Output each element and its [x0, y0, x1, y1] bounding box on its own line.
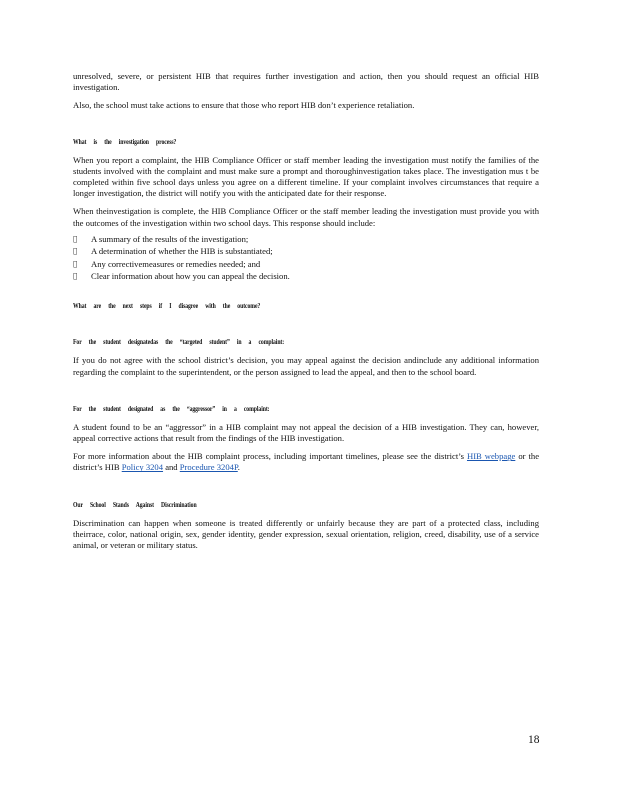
disagree-heading: What are the next steps if I disagree with the outcome? [73, 302, 261, 311]
more-info-paragraph: For more information about the HIB complaint process, including important timelines, please see the district’s HIB webpage or the district’s HIB Policy 3204 and Procedure 3204P. [73, 451, 540, 473]
list-item: A determination of whether the HIB is substantiated; [73, 245, 539, 257]
list-item: A summary of the results of the investigation; [73, 233, 539, 245]
bullet-icon [73, 233, 91, 245]
targeted-student-paragraph: If you do not agree with the school district’s decision, you may appeal against the decision andinclude any additional information regarding the complaint to the superintendent, or the person assigned to lead the appeal, and then to the school board. [73, 355, 539, 377]
aggressor-paragraph: A student found to be an “aggressor” in a HIB complaint may not appeal the decision of a HIB investigation. They can, however, appeal corrective actions that result from the findings of the HIB investigation. [73, 421, 539, 444]
intro-paragraph: unresolved, severe, or persistent HIB that requires further investigation and action, then you should request an official HIB investigation. [73, 71, 539, 93]
investigation-paragraph-2: When theinvestigation is complete, the HIB Compliance Officer or the staff member leading the investigation must provide you with the outcomes of the investigation within two school days. This response should include: [73, 206, 539, 228]
page-content [73, 71, 539, 551]
aggressor-heading: For the student designated as the “aggressor” in a complaint: [73, 404, 270, 413]
bullet-icon [73, 245, 91, 257]
discrimination-paragraph: Discrimination can happen when someone is treated differently or unfairly because they are part of a protected class, including theirrace, color, national origin, sex, gender identity, gender expression, sexual orientation, religion, creed, disability, use of a service animal, or veteran or military status. [73, 517, 539, 551]
procedure-3204p-link[interactable]: Procedure 3204P [179, 462, 238, 473]
investigation-heading: What is the investigation process? [73, 137, 177, 146]
hib-webpage-link[interactable]: HIB webpage [466, 451, 516, 462]
discrimination-heading: Our School Stands Against Discrimination [73, 500, 197, 509]
list-item: Clear information about how you can appeal the decision. [73, 270, 539, 282]
bullet-icon [73, 270, 91, 282]
bullet-icon [73, 258, 91, 270]
list-item: Any correctivemeasures or remedies needed; and [73, 258, 539, 270]
retaliation-paragraph: Also, the school must take actions to ensure that those who report HIB don’t experience retaliation. [73, 100, 415, 111]
investigation-paragraph-1: When you report a complaint, the HIB Compliance Officer or staff member leading the investigation must notify the families of the students involved with the complaint and must make sure a prompt and thoroughinvestigation takes place. The investigation mus t be completed within five school days unless you agree on a different timeline. If your complaint involves circumstances that require a longer investigation, the district will notify you with the anticipated date for their response. [73, 154, 539, 199]
investigation-response-list [73, 233, 539, 283]
policy-3204-link[interactable]: Policy 3204 [121, 462, 164, 473]
page-number: 18 [528, 734, 540, 746]
targeted-student-heading: For the student designatedas the “targeted student” in a complaint: [73, 338, 285, 347]
